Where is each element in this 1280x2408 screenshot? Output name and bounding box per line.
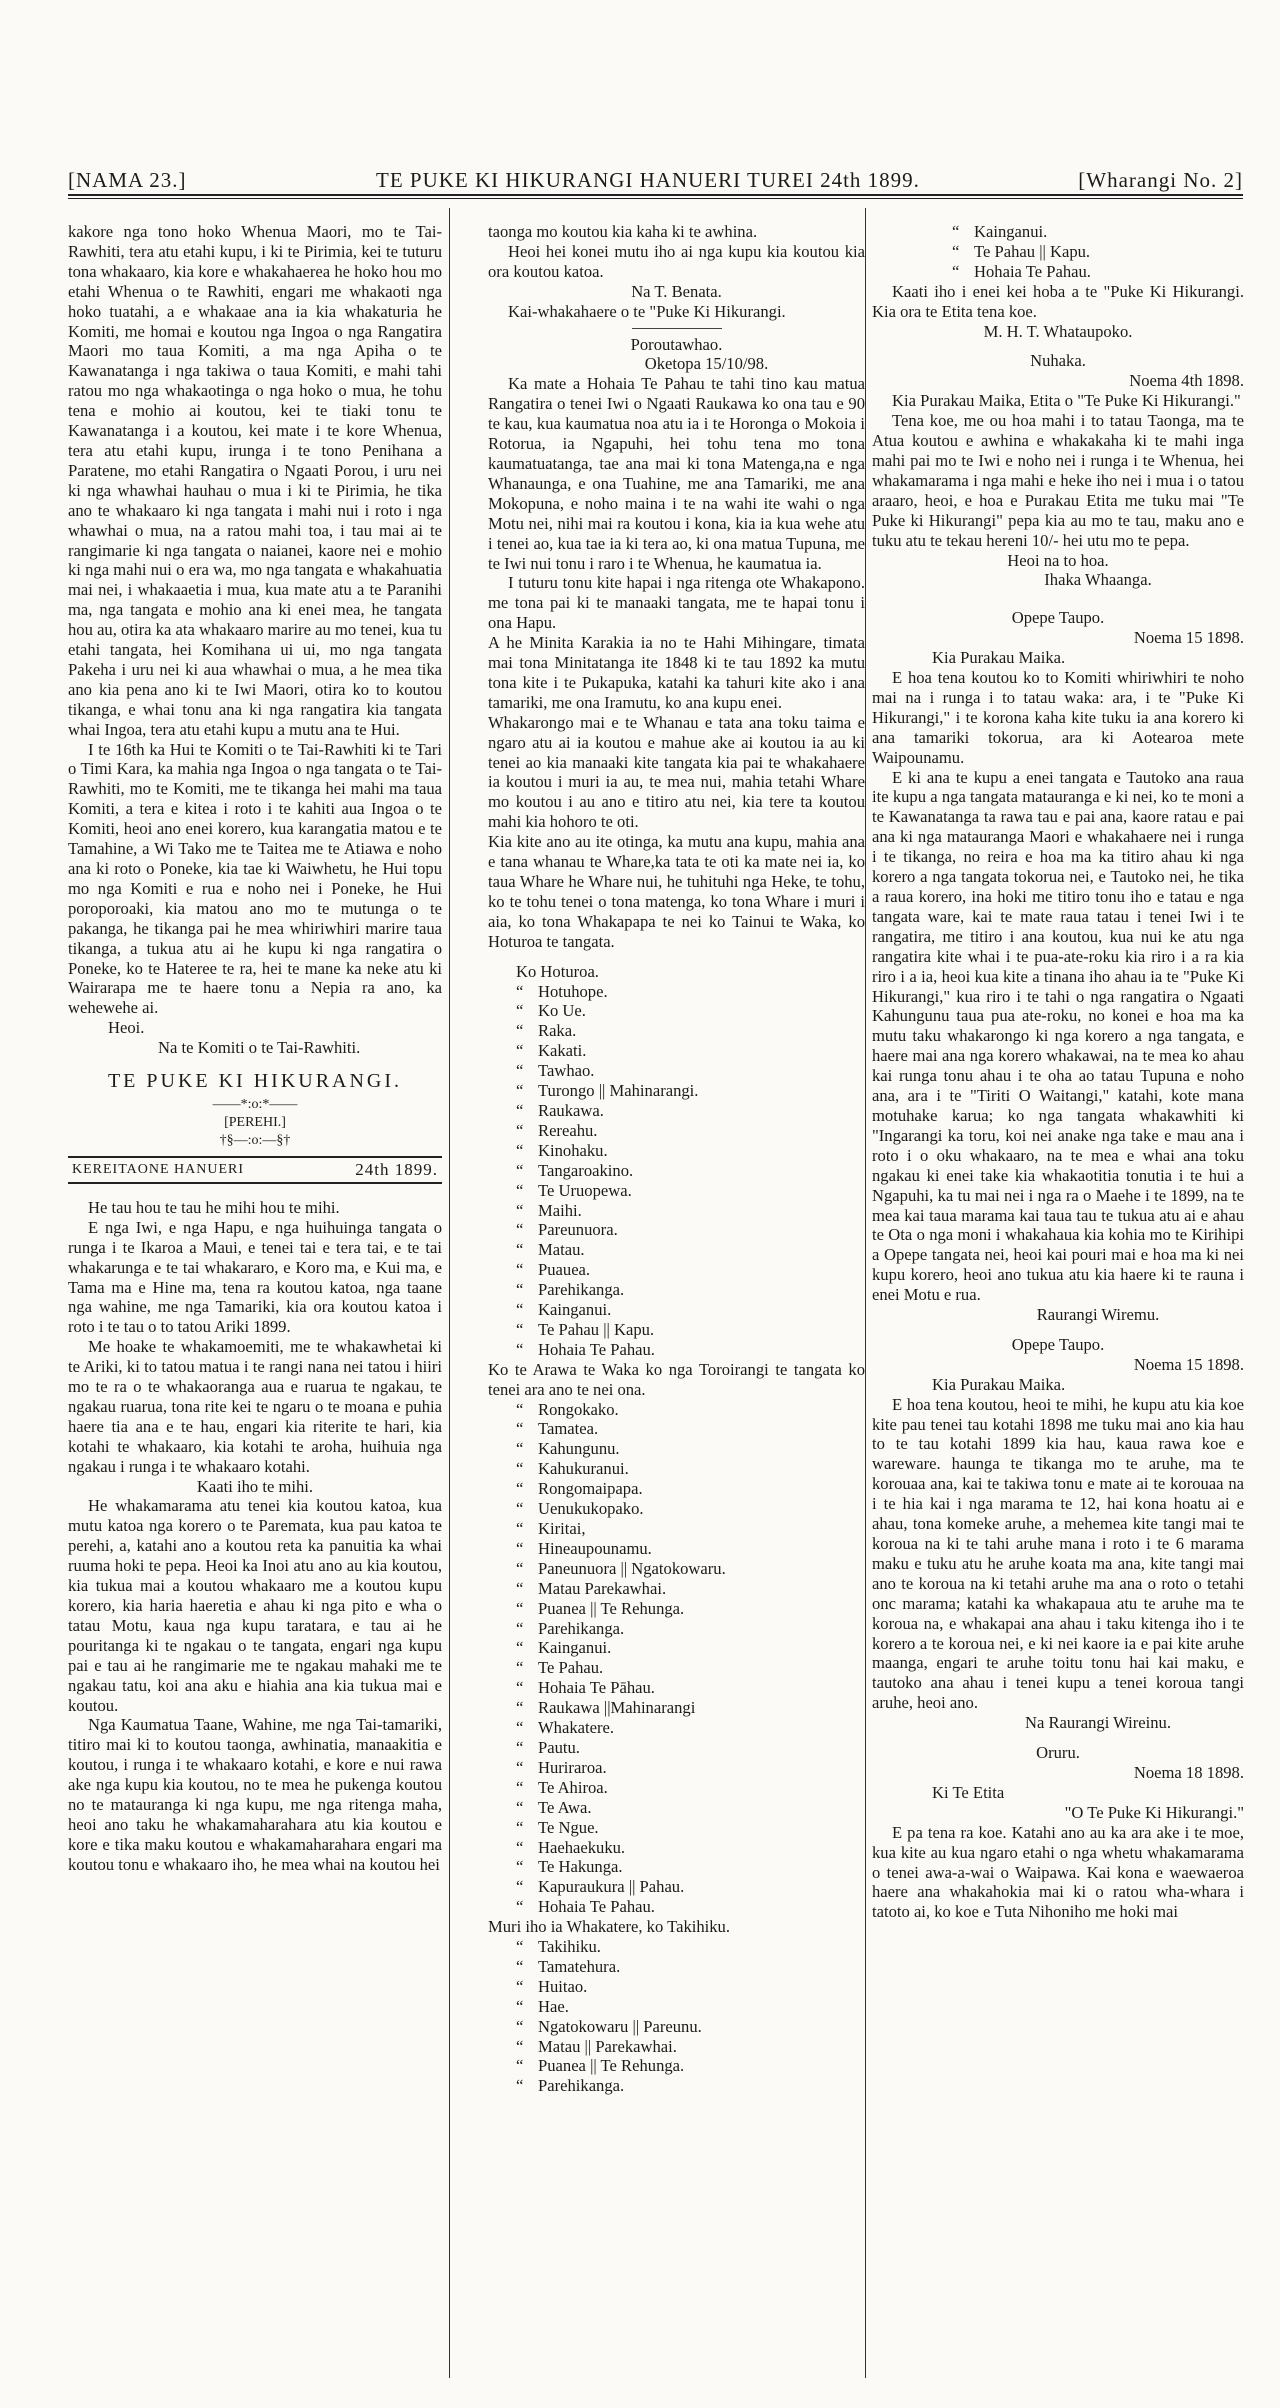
genealogy-item: “ Te Pahau || Kapu. — [952, 241, 1091, 261]
genealogy-item: “ Hohaia Te Pāhau. — [516, 1678, 655, 1698]
genealogy-item: “ Kiritai, — [516, 1519, 586, 1538]
genealogy-item: “ Tamatehura. — [516, 1956, 621, 1976]
genealogy-item: “ Matau || Parekawhai. — [516, 2036, 677, 2056]
genealogy-item: “ Puanea || Te Rehunga. — [516, 2056, 685, 2076]
genealogy-item: “ Hineaupounamu. — [516, 1538, 652, 1558]
page-number: [Wharangi No. 2] — [1078, 168, 1243, 192]
genealogy-list-1 — [488, 982, 865, 1360]
genealogy-item: “ Hotuhope. — [516, 981, 608, 1001]
letter-place: Poroutawhao. — [630, 334, 723, 354]
genealogy-item: “ Tawhao. — [516, 1061, 595, 1081]
genealogy-item: “ Raukawa. — [516, 1100, 604, 1120]
genealogy-item: “ Puanea || Te Rehunga. — [516, 1598, 685, 1618]
letter-date: Noema 15 1898. — [1133, 628, 1244, 648]
genealogy-item: “ Paneunuora || Ngatokowaru. — [516, 1558, 726, 1578]
closing-word: Heoi na to hoa. — [1007, 550, 1109, 570]
genealogy-item: “ Hohaia Te Pahau. — [952, 261, 1091, 281]
genealogy-item: “ Rongokako. — [516, 1399, 619, 1419]
obituary-paragraph: Whakarongo mai e te Whanau e tata ana toku taima e ngaro atu ai ia koutou e mahue ake ai koutou ia au ki tenei ao kia manaaki kite tangata kia pai te whakahaere ia koutou i muri ia au, te mea nui, mahia tetahi Whare mo koutou i au ano e titiro atu nei, kia tere ta koutou mahi kia hohoro te oti. — [488, 712, 865, 832]
genealogy-item: “ Te Pahau || Kapu. — [516, 1319, 655, 1339]
masthead-title: TE PUKE KI HIKURANGI HANUERI TUREI 24th 1899. — [376, 168, 920, 192]
letter-greeting: Ki Te Etita — [932, 1782, 1005, 1802]
short-rule — [632, 328, 722, 329]
editorial-paragraph: E nga Iwi, e nga Hapu, e nga huihuinga tangata o runga i te Ikaroa a Maui, e tenei tai e tera tai, e te tai whakarunga e te tai whakararo, e Koro ma, e Kui ma, e Tama ma e Hine ma, tena ra koutou katoa, nga taane nga wahine, me nga Tamariki, kia ora koutou katoa i roto i te tau o to tatou Ariki 1899. — [68, 1217, 442, 1337]
genealogy-item: “ Kahungunu. — [516, 1439, 620, 1459]
column-2 — [488, 222, 865, 2382]
signature: Raurangi Wiremu. — [1036, 1305, 1160, 1325]
genealogy-item: “ Kainganui. — [516, 1300, 612, 1320]
signature-title: Kai-whakahaere o te "Puke Ki Hikurangi. — [508, 301, 786, 321]
ornament-divider: †§—:o:—§† — [219, 1132, 291, 1148]
genealogy-item: “ Hae. — [516, 1996, 569, 2016]
article-paragraph: I te 16th ka Hui te Komiti o te Tai-Rawhiti ki te Tari o Timi Kara, ka mahia nga Ingoa o nga tangata o te Tai-Rawhiti, mo te Komiti, me te tikanga hei mahi ma taua Komiti, a tera e kitea i roto i te kahiti aua Ingoa o te Komiti, heoi ano enei korero, kua karangatia matou e te Tamahine, a Wi Tako me te Taitea me te Atiawa e noho ana ki roto o Poneke, kia tae ki Waiwhetu, he Hui topu mo nga Komiti e rua e noho nei i Poneke, he Hui poroporoaki, kia matou ano mo te mutunga o te pakanga, he tikanga pai he mea whiriwhiri marire taua tikanga, a tukua atu ai he kupu ki nga rangatira o Poneke, ko te Hateree te ra, hei te mane ka neke atu ki Wairarapa me te haere tonu a Nepia ra ano, ka wehewehe ai. — [68, 739, 442, 1018]
letter-greeting: Kia Purakau Maika, Etita o "Te Puke Ki Hikurangi." — [892, 391, 1241, 411]
genealogy-item: “ Te Hakunga. — [516, 1857, 623, 1877]
genealogy-item: “ Hohaia Te Pahau. — [516, 1897, 655, 1917]
genealogy-item: “ Te Pahau. — [516, 1658, 604, 1678]
signature: Na te Komiti o te Tai-Rawhiti. — [158, 1038, 361, 1058]
editorial-paragraph: He whakamarama atu tenei kia koutou katoa, kua mutu katoa nga korero o te Paremata, kua pau katoa te perehi, a, katahi ano a koutou reta ka panuitia ka whai ruuma hoki te pepa. Heoi ka Inoi atu ano au kia koutou, kia tukua mai a koutou whakaaro me a koutou kupu korero, kia haria haeretia e ahau ki nga pito e wha o tatau Motu, kaua nga kupu taratara, e tau ai he pouritanga ki te ngakau o te tangata, engari nga kupu pai e tau ai he rangimarie me te ngakau mahaki me te ngakau tatu, koi ana aku e hiahia ana kia tukua mai e koutou. — [68, 1496, 442, 1715]
column-1 — [68, 222, 442, 2382]
genealogy-head: Muri iho ia Whakatere, ko Takihiku. — [488, 1917, 731, 1937]
genealogy-item: “ Whakatere. — [516, 1718, 615, 1738]
letter-paragraph: E ki ana te kupu a enei tangata e Tautoko ana raua ite kupu a nga tangata matauranga e ki nei, ko te moni a te Kawanatanga ta rawa tau e pai ana, kaore ratau e pai ana ki nga matauranga Maori e whakahaere nei i runga i te tikanga, no reira e hoa ma ka titiro ahau ki nga korero a nga tangata tokorua nei, e Tautoko nei, he tika a raua korero, ina hoki me titiro tonu iho e tatau e nga tangata ware, kai te mate raua tatau i tenei Iwi i te rangatira, me titiro i ana koutou, kua nui ke atu nga rangatira kite whai i te pua-ate-roku kia riro i a ra kia riro i a ia, heoi kua kite a tinana iho ahau ia te "Puke Ki Hikurangi," kua riro i te tahi o nga rangatira o Ngaati Kahungunu taua pua ate-roku, no konei e hoa ma ka mutu taku whakarongo ki nga korero a nga tangata, e haere mai ana nga korero whakawai, na te mea ko ahau kai runga tonu ahau i te oha ao tatau Tupuna e noho ana, ara i te "Tiriti O Waitangi," katahi, kote mana motuhake karua; ko nga tangata whakawhiti ki "Ingarangi ka toru, koi nei anake nga take e mau ana i roto i o oku whakaaro, na te mea e whai ana toku ngakau ki enei take kia whakaotitia tonutia i te hui a Ngapuhi, ka tu mai nei i nga ra o Maehe i te 1899, na te mea kai taua marama kai taua tau te tukua atu ai e ahau te Ota o nga moni i whakahaua kia kohia mo te Kirihipi a Opepe tangata nei, heoi kai pouri mai e hoa ma ki nei kupu korero, heoi ano tukua atu kia haere ki te rauna i enei Motu e rua. — [872, 767, 1244, 1305]
genealogy-item: “ Kahukuranui. — [516, 1459, 629, 1479]
genealogy-head: Ko te Arawa te Waka ko nga Toroirangi te tangata ko tenei ara ano te nei ona. — [488, 1359, 865, 1399]
genealogy-item: “ Te Awa. — [516, 1797, 592, 1817]
genealogy-item: “ Raka. — [516, 1021, 577, 1041]
genealogy-item: “ Te Ahiroa. — [516, 1777, 608, 1797]
letter-place: Oruru. — [1036, 1743, 1080, 1763]
issue-number: [NAMA 23.] — [68, 168, 187, 192]
letter-greeting: Kia Purakau Maika. — [932, 1374, 1066, 1394]
column-divider-1 — [449, 208, 450, 2378]
section-subhead: Kaati iho te mihi. — [196, 1476, 314, 1496]
obituary-paragraph: Ka mate a Hohaia Te Pahau te tahi tino kau matua Rangatira o tenei Iwi o Ngaati Raukawa ko ona tau e 90 te kau, kua kaumatua noa atu ia i te Horonga o Mokoia i Rotorua, ia Ngapuhi, hei tohu tena mo tona kaumatuatanga, tae ana mai ki tona Matenga,na e nga Whanaunga, e ona Tuahine, me ana Tamariki, me ana Mokopuna, e noho maina i te na wahi ite wahi o nga Motu nei, nihi mai ra koutou i kona, kia ia kua wehe atu i tenei ao, kua tae ia ki tera ao, ki ona matua Tupuna, me te Iwi nui tonu i raro i te Whenua, he kaumatua ia. — [488, 374, 865, 573]
genealogy-list-3 — [488, 1937, 865, 2096]
perehi-label: [PEREHI.] — [224, 1114, 286, 1130]
editorial-paragraph: He tau hou te tau he mihi hou te mihi. — [88, 1197, 340, 1217]
genealogy-item: “ Parehikanga. — [516, 2076, 625, 2096]
editorial-paragraph: Me hoake te whakamoemiti, me te whakawhetai ki te Ariki, ki to tatou matua i te rangi nana nei tatou i hiiri mo te ra o te whakaoranga aua e ruarua te ngakau, te ngakau ruarua, tona rite kei te ngaru o te moana e puhia haere tia ana e te hau, engari kia riterite te hari, kia kotahi te whakaaro, kia kotahi te aroha, huihuia nga ngakau i runga i te whakaaro kotahi. — [68, 1337, 442, 1476]
genealogy-item: “ Tangaroakino. — [516, 1160, 634, 1180]
masthead-rule-thin — [68, 198, 1243, 199]
genealogy-item: “ Tamatea. — [516, 1419, 599, 1439]
letter-paragraph: E pa tena ra koe. Katahi ano au ka ara ake i te moe, kua kite au kua ngaro etahi o nga whetu whakamarama o tenei awa-a-wai o Waipawa. Kai kona e waewaeroa haere ana whakahokia mai ki o ratou wha-whara i tatoto ai, ko koe e Tuta Nihoniho me hoki mai — [872, 1822, 1244, 1922]
obituary-paragraph: A he Minita Karakia ia no te Hahi Mihingare, timata mai tona Minitatanga ite 1848 ki te tau 1892 ka mutu tona kite i te Pukapuka, katahi ka tahuri kite ako i ana tamariki, me ona Iramutu, ko ana kupu enei. — [488, 633, 865, 712]
letter-date: Noema 15 1898. — [1133, 1354, 1244, 1374]
genealogy-list-continued — [872, 222, 1244, 282]
letter-place: Nuhaka. — [1030, 351, 1086, 371]
genealogy-item: “ Hohaia Te Pahau. — [516, 1339, 655, 1359]
letter-greeting: Kia Purakau Maika. — [932, 648, 1066, 668]
dateline-place: KEREITAONE HANUERI — [72, 1161, 245, 1177]
signature: Na Raurangi Wireinu. — [1024, 1713, 1172, 1733]
masthead — [68, 168, 1243, 196]
genealogy-item: “ Pareunuora. — [516, 1220, 618, 1240]
masthead-rule — [68, 194, 1243, 196]
letter-addressee: "O Te Puke Ki Hikurangi." — [1064, 1802, 1244, 1822]
letter-paragraph: Tena koe, me ou hoa mahi i to tatau Taonga, ma te Atua koutou e awhina e whakakaha ki te mahi inga mahi pai mo te Iwi e noho nei i runga i te Whenua, hei whakamarama i nga mahi e heke iho nei i mua i o tatou araaro, heoi, e hoa e Purakau Etita me tuku mai "Te Puke ki Hikurangi" pepa kia au mo te tau, maku ano e tuku atu te tekau hereni 10/- hei utu mo te pepa. — [872, 411, 1244, 550]
dateline-date: 24th 1899. — [355, 1159, 438, 1179]
letter-paragraph: Kaati iho i enei kei hoba a te "Puke Ki Hikurangi. Kia ora te Etita tena koe. — [872, 281, 1244, 321]
genealogy-item: “ Ko Ue. — [516, 1001, 586, 1021]
genealogy-item: “ Kapuraukura || Pahau. — [516, 1877, 685, 1897]
genealogy-item: “ Te Uruopewa. — [516, 1180, 632, 1200]
letter-date: Noema 4th 1898. — [1129, 371, 1244, 391]
genealogy-item: “ Parehikanga. — [516, 1618, 625, 1638]
genealogy-item: “ Kakati. — [516, 1041, 587, 1061]
genealogy-item: “ Rongomaipapa. — [516, 1479, 643, 1499]
obituary-paragraph: Kia kite ano au ite otinga, ka mutu ana kupu, mahia ana e tana whanau te Whare,ka tata te oti ka mate nei ia, ko taua Whare he Whare nui, he tuhituhi nga Heke, te tohu, ko te tohu tenei o tona matenga, ko tona Whare i muri i aia, ko tona Whakapapa te nei ko Tainui te Waka, ko Hoturoa te tangata. — [488, 832, 865, 951]
genealogy-item: “ Maihi. — [516, 1200, 582, 1220]
editorial-paragraph: Nga Kaumatua Taane, Wahine, me nga Tai-tamariki, titiro mai ki to koutou taonga, awhinatia, manaakitia e koutou, i runga i te whakaaro kotahi, e kore e nui rawa ake nga kupu kia koutou, no te mea he pukenga koutou no te matauranga ki nga kupu, me nga ritenga maha, heoi ano taku he whakamaharahara atu kia koutou e kore e tika maku koutou e whakamaharahara engari ma koutou tonu e whakaaro iho, he mea whai na koutou hei — [68, 1715, 442, 1874]
ornament-divider: ——*:o:*—— — [212, 1096, 298, 1112]
genealogy-item: “ Ngatokowaru || Pareunu. — [516, 2016, 702, 2036]
genealogy-item: “ Turongo || Mahinarangi. — [516, 1081, 699, 1101]
letter-date: Noema 18 1898. — [1133, 1762, 1244, 1782]
genealogy-item: “ Takihiku. — [516, 1937, 601, 1957]
letter-date: Oketopa 15/10/98. — [644, 354, 769, 374]
signature: Na T. Benata. — [631, 281, 722, 301]
article-paragraph: kakore nga tono hoko Whenua Maori, mo te Tai-Rawhiti, tera atu etahi kupu, i ki te Pirimia, kei te tuturu tona whakaaro, kia kore e whakahaerea he hoko hou mo etahi Whenua o te Rawhiti, engari me whakaoti nga hoko tuatahi, a e whakaae ana ia kia whakaturia he Komiti, me homai e koutou nga Ingoa o nga Rangatira Maori mo taua Komiti, a ma nga Apiha o te Kawanatanga i nga takiwa o taua Komiti, e mahi tahi ratou mo nga whakaotinga o nga hoko o mua, he tohu tena e mohio ai koutou, kei te tiaki tonu te Kawanatanga i a koutou, kei mate i te kore Whenua, tera atu etahi kupu, irunga i te tono Penihana a Paratene, mo etahi Rangatira o Ngaati Porou, i uru nei ki nga whawhai hauhau o mua i ki te Pirimia, he tika ano te whakaaro ki nga tangata i mahi nui i roto i nga whawhai o mua, na a ratou mahi toa, i tau mai ai te rangimarie ki nga tangata o naianei, kaore nei e mohio ki nga mahi nui o era wa, mo nga tangata e whakahuatia mai nei, i whakaaetia i mua, kua mate atu a te Paranihi ma, nga tangata e mohio ana ki enei mea, he tangata hou au, otira ka ata whakaaro marire au mo tenei, kua tu etahi tangata, hei Komihana ui ui, mo nga tangata Pakeha i uru nei ki aua whawhai o mua, a he mea tika ano kia pena ano ki te Iwi Maori, otira ko to koutou tikanga, e whai tonu ana ki nga rangatira kia tangata whai Ingoa, tera atu etahi kupu a mutu ana te Hui. — [68, 222, 442, 739]
genealogy-item: “ Raukawa ||Mahinarangi — [516, 1698, 696, 1718]
genealogy-item: “ Matau Parekawhai. — [516, 1578, 667, 1598]
paper-title-heading: TE PUKE KI HIKURANGI. — [107, 1070, 403, 1093]
genealogy-item: “ Haehaekuku. — [516, 1837, 626, 1857]
letter-place: Opepe Taupo. — [1011, 608, 1105, 628]
genealogy-item: “ Puauea. — [516, 1260, 591, 1280]
article-paragraph: taonga mo koutou kia kaha ki te awhina. — [488, 222, 758, 241]
column-3 — [872, 222, 1244, 2382]
letter-paragraph: E hoa tena koutou, heoi te mihi, he kupu atu kia koe kite pau tenei tau kotahi 1898 me tuku mai ano kia hau to te tau kotahi 1899 kia hau, kaua rawa koe e wareware. haunga te tikanga mo te aruhe, ma te korouaa ana, kai te takiwa tonu e mate ai te korouaa na i te hia kai i nga marama te 12, hai kona hoatu ai e ahau, tona komeke aruhe, a mehemea kite tangi mai te koroua na ki te tahi aruhe mana i roto i te 6 marama maku e tuku atu he aruhe koata ma ana, kite tangi mai ano te koroua na ki tetahi aruhe ma ana o roto o tetahi onc marama; katahi ka whakapaua atu te aruhe ma te koroua na, e whakapai ana ahau i taku kitenga iho i te korero a te koroua nei, e ki nei kaore ia e pai kite aruhe maanga, engari te aruhe toitu tonu hai kai maku, e tautoko ana ahau i tenei kupu a tenei koroua tangi aruhe, heoi ano. — [872, 1394, 1244, 1713]
column-divider-2 — [865, 208, 866, 2378]
signature: M. H. T. Whataupoko. — [983, 321, 1133, 341]
genealogy-item: “ Uenukukopako. — [516, 1499, 644, 1519]
letter-paragraph: E hoa tena koutou ko to Komiti whiriwhiri te noho mai na i runga i to tatau waka: ara, i te "Puke Ki Hikurangi," i te korona kaha kite tuku ia ana korero ki ana tamariki tokorua, ara ki Aotearoa mete Waipounamu. — [872, 668, 1244, 767]
genealogy-item: “ Kinohaku. — [516, 1140, 608, 1160]
article-paragraph: Heoi hei konei mutu iho ai nga kupu kia koutou kia ora koutou katoa. — [488, 241, 865, 281]
genealogy-item: “ Matau. — [516, 1240, 585, 1260]
letter-place: Opepe Taupo. — [1011, 1334, 1105, 1354]
genealogy-item: “ Huitao. — [516, 1976, 588, 1996]
genealogy-item: “ Kainganui. — [516, 1638, 612, 1658]
genealogy-item: “ Parehikanga. — [516, 1280, 625, 1300]
obituary-paragraph: I tuturu tonu kite hapai i nga ritenga ote Whakapono. me tona pai ki te manaaki tangata, me te hapai tonu i ona Hapu. — [488, 573, 865, 633]
genealogy-item: “ Rereahu. — [516, 1120, 598, 1140]
closing-word: Heoi. — [108, 1018, 145, 1038]
dateline-bar — [68, 1156, 442, 1184]
genealogy-item: “ Te Ngue. — [516, 1817, 599, 1837]
genealogy-list-2 — [488, 1400, 865, 1918]
genealogy-item: “ Pautu. — [516, 1737, 580, 1757]
signature: Ihaka Whaanga. — [1044, 570, 1152, 590]
genealogy-item: “ Huriraroa. — [516, 1757, 607, 1777]
genealogy-item: “ Kainganui. — [952, 222, 1048, 241]
genealogy-head: Ko Hoturoa. — [516, 961, 599, 981]
